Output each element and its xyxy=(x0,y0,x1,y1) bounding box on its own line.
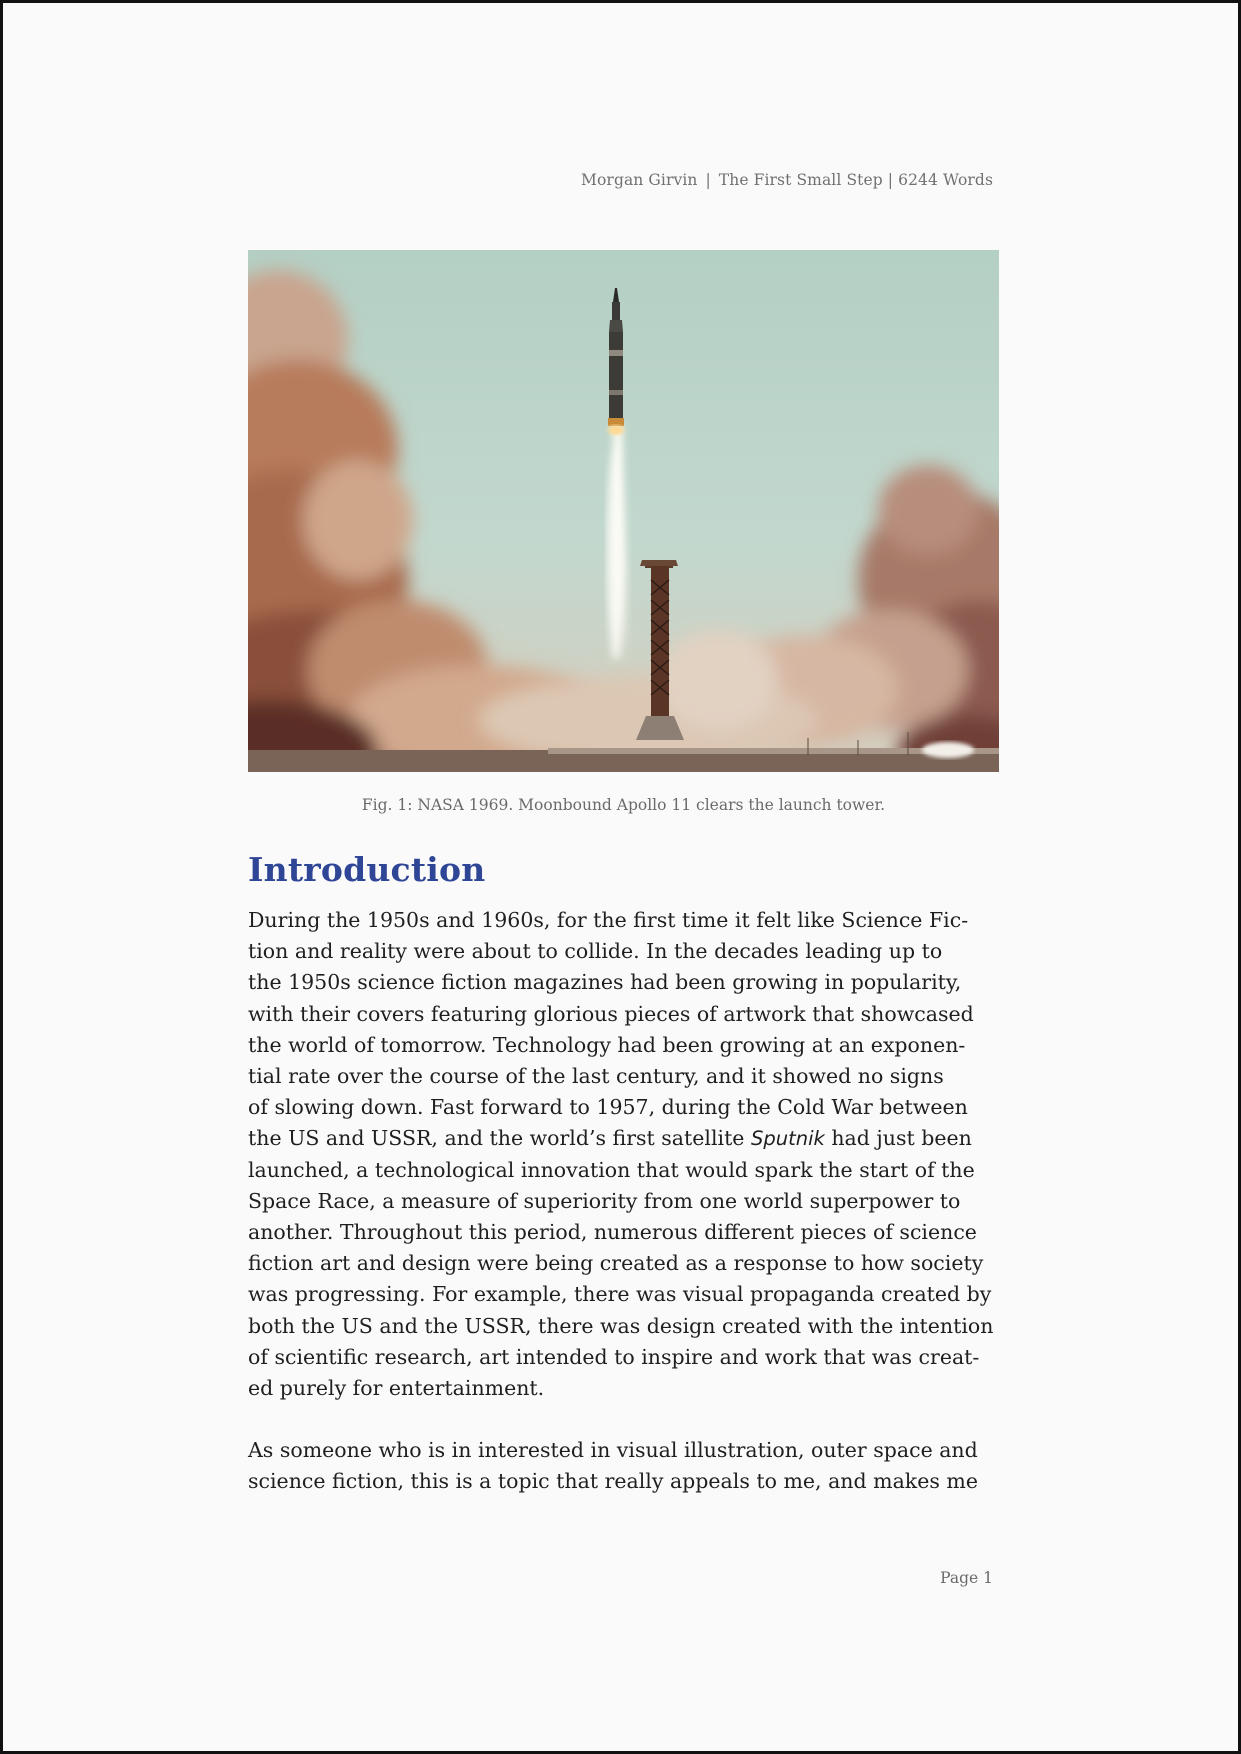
paragraph-line: of scientific research, art intended to inspire and work that was creat- xyxy=(248,1344,980,1369)
paragraph-line xyxy=(248,1123,993,1154)
paragraph-line: both the US and the USSR, there was design created with the intention xyxy=(248,1313,994,1338)
header-separator: | xyxy=(705,171,711,189)
paragraph-line: the 1950s science fiction magazines had been growing in popularity, xyxy=(248,970,962,995)
paragraph-2 xyxy=(248,1435,978,1497)
paragraph-line: tion and reality were about to collide. In the decades leading up to xyxy=(248,939,943,964)
paragraph-line: another. Throughout this period, numerous different pieces of science xyxy=(248,1220,977,1245)
paragraph-line: As someone who is in interested in visual illustration, outer space and xyxy=(248,1438,978,1462)
paragraph-line: with their covers featuring glorious pieces of artwork that showcased xyxy=(248,1001,974,1026)
paragraph-line: During the 1950s and 1960s, for the first time it felt like Science Fic- xyxy=(248,908,969,932)
paragraph-line: Space Race, a measure of superiority from one world superpower to xyxy=(248,1188,961,1213)
section-heading: Introduction xyxy=(248,850,486,889)
header-title: The First Small Step xyxy=(718,171,883,189)
line-segment: had just been xyxy=(831,1126,972,1151)
paragraph-line: fiction art and design were being created as a response to how society xyxy=(248,1251,984,1276)
page-number: Page 1 xyxy=(940,1569,993,1587)
paragraph-1 xyxy=(248,905,993,1404)
paragraph-line: ed purely for entertainment. xyxy=(248,1376,545,1401)
paragraph-line: was progressing. For example, there was visual propaganda created by xyxy=(248,1282,992,1307)
paragraph-line: science fiction, this is a topic that really appeals to me, and makes me xyxy=(248,1469,978,1494)
line-segment: the US and USSR, and the world’s first satellite xyxy=(248,1126,745,1151)
paragraph-line: of slowing down. Fast forward to 1957, during the Cold War between xyxy=(248,1095,968,1120)
header-author: Morgan Girvin xyxy=(581,171,698,189)
paragraph-line: launched, a technological innovation that would spark the start of the xyxy=(248,1157,975,1182)
header-word-count: 6244 Words xyxy=(898,171,993,189)
paragraph-line: the world of tomorrow. Technology had been growing at an exponen- xyxy=(248,1032,966,1057)
paragraph-line: tial rate over the course of the last century, and it showed no signs xyxy=(248,1064,944,1089)
figure-caption: Fig. 1: NASA 1969. Moonbound Apollo 11 clears the launch tower. xyxy=(361,796,886,814)
running-header xyxy=(581,171,993,189)
rocket-launch-photo xyxy=(248,250,999,772)
header-separator-2: | xyxy=(887,171,894,189)
sputnik-italic: Sputnik xyxy=(750,1127,825,1151)
